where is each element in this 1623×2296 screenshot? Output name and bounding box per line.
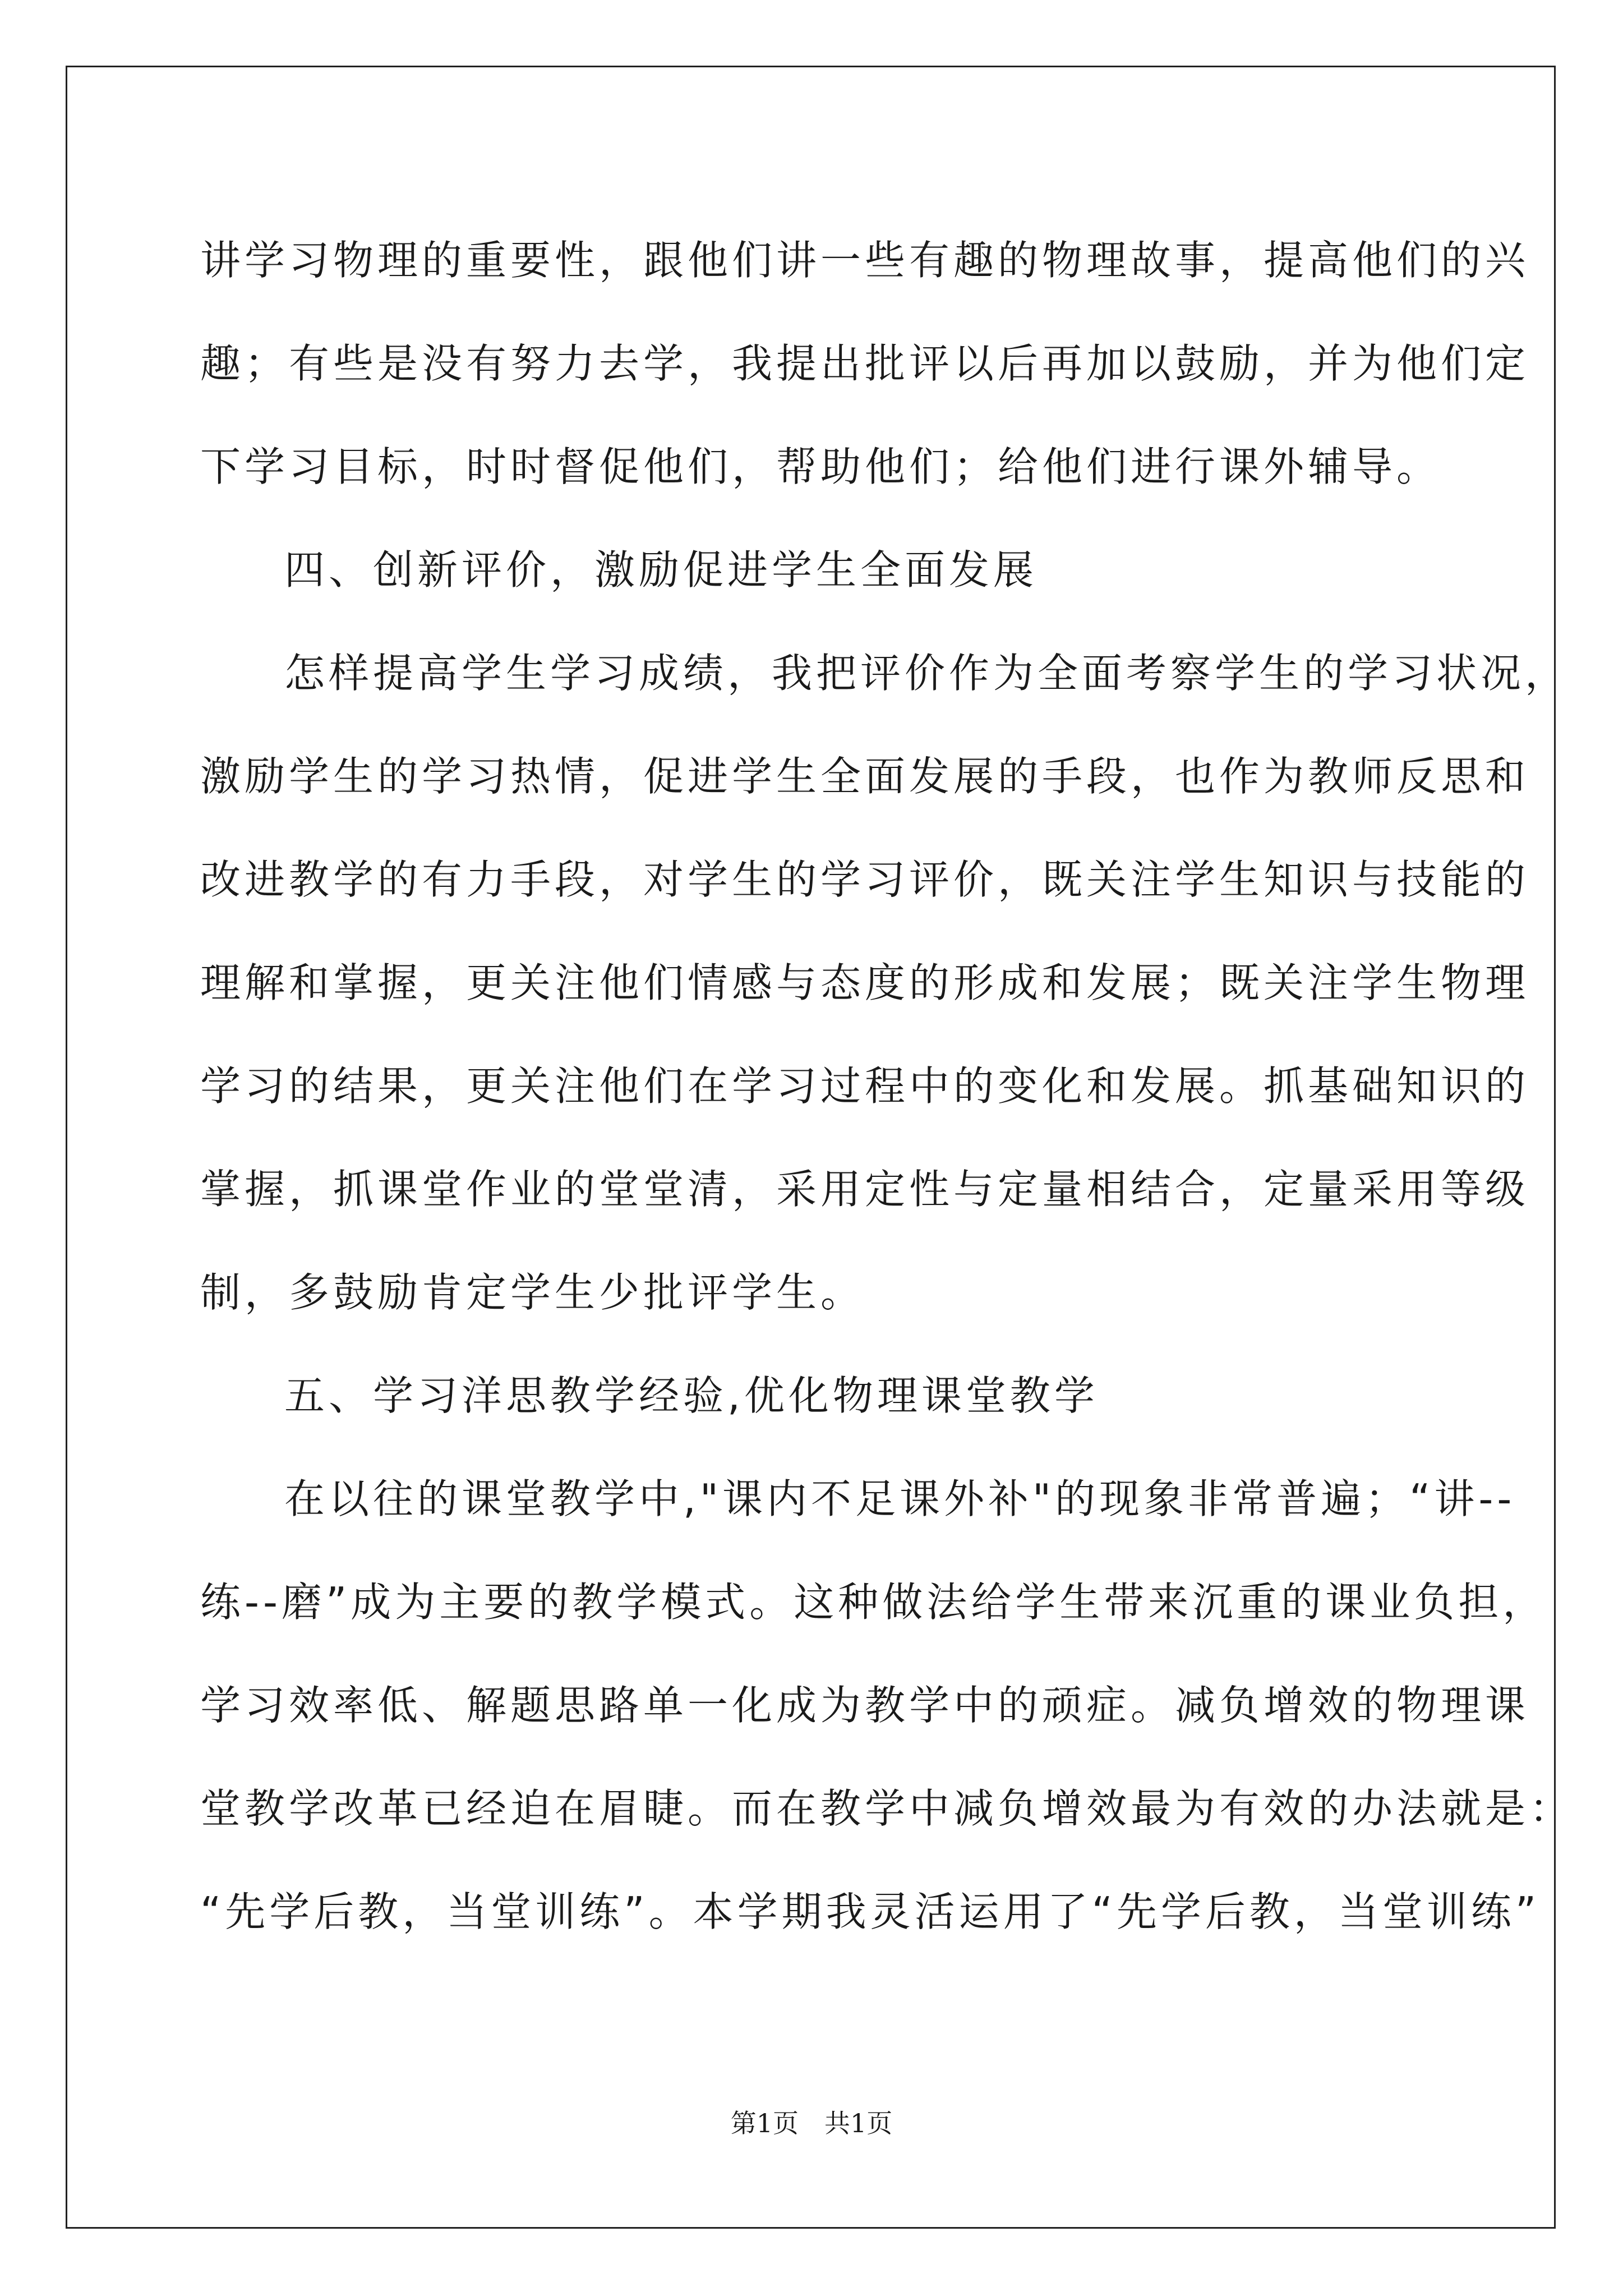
text-line: 学习效率低、解题思路单一化成为教学中的顽症。减负增效的物理课 [200, 1682, 1530, 1729]
text-line: 制，多鼓励肯定学生少批评学生。 [200, 1269, 865, 1316]
text-line: 下学习目标，时时督促他们，帮助他们；给他们进行课外辅导。 [200, 443, 1441, 490]
document-body [200, 209, 1574, 1963]
text-line: 掌握，抓课堂作业的堂堂清，采用定性与定量相结合，定量采用等级 [200, 1166, 1530, 1213]
text-line: 四、创新评价，激励促进学生全面发展 [284, 546, 1038, 593]
page-number-footer: 第1页 共1页 [730, 2108, 893, 2138]
text-line: 怎样提高学生学习成绩，我把评价作为全面考察学生的学习状况， [284, 650, 1570, 697]
text-line: 理解和掌握，更关注他们情感与态度的形成和发展；既关注学生物理 [200, 959, 1530, 1006]
text-line: 趣；有些是没有努力去学，我提出批评以后再加以鼓励，并为他们定 [200, 340, 1530, 387]
text-line: 练--磨”成为主要的教学模式。这种做法给学生带来沉重的课业负担， [200, 1579, 1547, 1626]
text-line: “先学后教，当堂训练”。本学期我灵活运用了“先学后教，当堂训练” [200, 1888, 1541, 1935]
text-line: 五、学习洋思教学经验,优化物理课堂教学 [284, 1372, 1099, 1419]
text-line: 激励学生的学习热情，促进学生全面发展的手段，也作为教师反思和 [200, 753, 1530, 800]
text-line: 学习的结果，更关注他们在学习过程中的变化和发展。抓基础知识的 [200, 1062, 1530, 1110]
text-line: 堂教学改革已经迫在眉睫。而在教学中减负增效最为有效的办法就是： [200, 1785, 1574, 1832]
text-line: 在以往的课堂教学中,"课内不足课外补"的现象非常普遍；“讲-- [284, 1475, 1516, 1522]
text-line: 讲学习物理的重要性，跟他们讲一些有趣的物理故事，提高他们的兴 [200, 237, 1530, 284]
text-line: 改进教学的有力手段，对学生的学习评价，既关注学生知识与技能的 [200, 856, 1530, 903]
